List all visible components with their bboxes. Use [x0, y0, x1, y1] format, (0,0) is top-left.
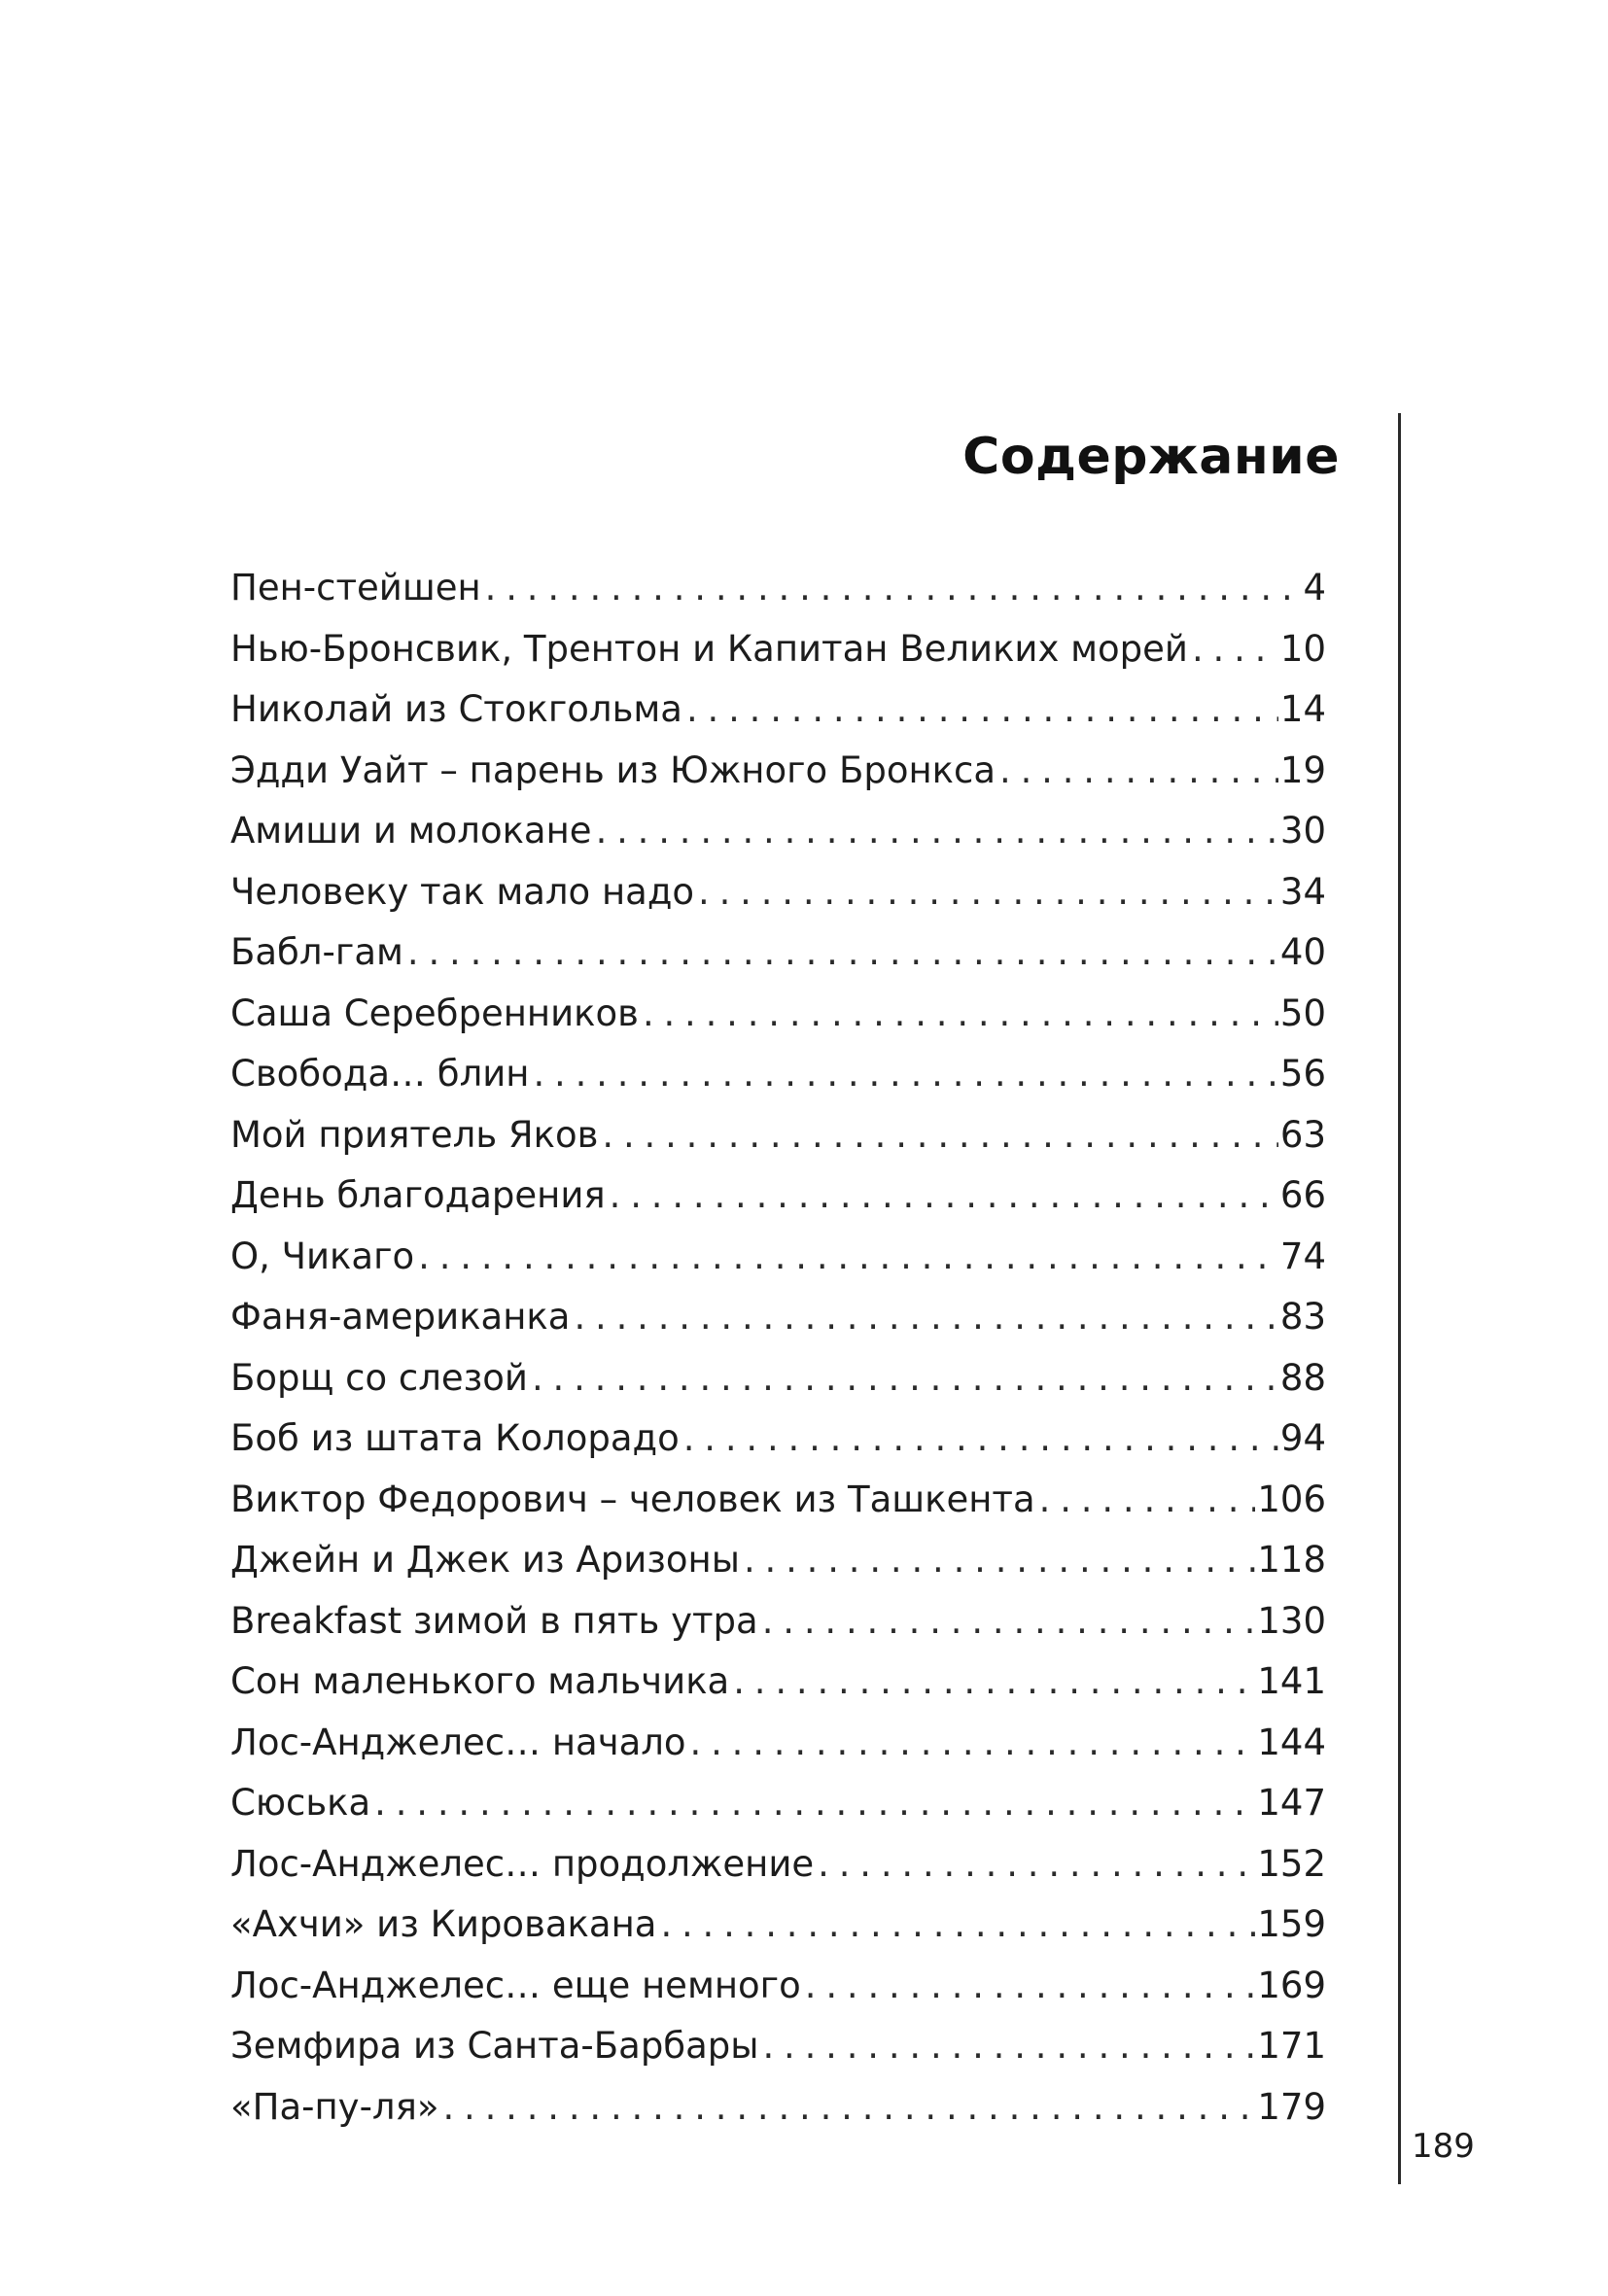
toc-entry-title: Пен-стейшен — [230, 567, 481, 609]
toc-entry-page: 141 — [1257, 1660, 1326, 1702]
toc-entry-page: 179 — [1257, 2085, 1326, 2128]
toc-entry-page: 30 — [1279, 810, 1326, 852]
dot-leader — [602, 1105, 1278, 1166]
toc-entry-page: 4 — [1303, 567, 1326, 609]
toc-entry — [230, 1530, 1326, 1591]
toc-entry-page: 63 — [1279, 1113, 1326, 1156]
toc-entry-title: День благодарения — [230, 1174, 606, 1216]
toc-entry-page: 83 — [1279, 1296, 1326, 1338]
toc-entry-page: 14 — [1279, 688, 1326, 730]
toc-entry — [230, 1956, 1326, 2017]
toc-entry-title: Фаня-американка — [230, 1296, 571, 1338]
toc-entry-page: 56 — [1279, 1053, 1326, 1095]
toc-entry — [230, 862, 1326, 923]
toc-entry — [230, 922, 1326, 984]
toc-entry — [230, 1895, 1326, 1956]
toc-entry — [230, 801, 1326, 862]
dot-leader — [374, 1773, 1255, 1834]
dot-leader — [407, 922, 1278, 984]
toc-entry-title: Николай из Стокгольма — [230, 688, 682, 730]
dot-leader — [574, 1287, 1277, 1348]
toc-entry — [230, 1105, 1326, 1166]
dot-leader — [805, 1956, 1256, 2017]
toc-entry — [230, 1165, 1326, 1227]
dot-leader — [763, 2016, 1256, 2077]
toc-entry-page: 106 — [1257, 1478, 1326, 1520]
dot-leader — [533, 1044, 1277, 1105]
toc-entry — [230, 984, 1326, 1045]
toc-entry-page: 10 — [1279, 627, 1326, 670]
dot-leader — [1192, 619, 1278, 680]
dot-leader — [485, 558, 1302, 619]
toc-entry-title: Виктор Федорович – человек из Ташкента — [230, 1478, 1035, 1520]
page-number: 189 — [1412, 2127, 1475, 2166]
toc-entry-title: Нью-Бронсвик, Трентон и Капитан Великих морей — [230, 627, 1188, 670]
toc-entry-page: 169 — [1257, 1964, 1326, 2006]
toc-entry-title: Эдди Уайт – парень из Южного Бронкса — [230, 748, 996, 791]
toc-entry-title: Джейн и Джек из Аризоны — [230, 1539, 740, 1581]
dot-leader — [660, 1895, 1255, 1956]
dot-leader — [733, 1652, 1255, 1713]
dot-leader — [818, 1834, 1255, 1896]
toc-entry-page: 118 — [1257, 1539, 1326, 1581]
toc-entry-page: 34 — [1279, 870, 1326, 913]
toc-entry — [230, 1044, 1326, 1105]
toc-entry-page: 66 — [1279, 1174, 1326, 1216]
dot-leader — [999, 741, 1278, 802]
dot-leader — [698, 862, 1278, 923]
toc-entry — [230, 741, 1326, 802]
toc-entry-page: 40 — [1279, 931, 1326, 973]
toc-entry-title: Breakfast зимой в пять утра — [230, 1599, 758, 1642]
toc-entry — [230, 1348, 1326, 1409]
toc-entry — [230, 1773, 1326, 1834]
toc-entry-title: Лос-Анджелес… продолжение — [230, 1842, 815, 1885]
toc-entry-title: Боб из штата Колорадо — [230, 1417, 680, 1459]
toc-entry-title: Саша Серебренников — [230, 991, 639, 1034]
toc-entry — [230, 1713, 1326, 1774]
toc-entry-page: 171 — [1257, 2025, 1326, 2067]
toc-entry-page: 94 — [1279, 1417, 1326, 1459]
toc-entry-title: Бабл-гам — [230, 931, 403, 973]
contents-heading: Содержание — [962, 428, 1340, 486]
toc-entry-title: Человеку так мало надо — [230, 870, 695, 913]
table-of-contents — [230, 558, 1326, 2138]
dot-leader — [418, 1227, 1278, 1288]
dot-leader — [532, 1348, 1278, 1409]
toc-entry-title: Лос-Анджелес… начало — [230, 1721, 686, 1763]
toc-entry-title: Борщ со слезой — [230, 1356, 528, 1399]
dot-leader — [683, 1409, 1278, 1470]
dot-leader — [442, 2077, 1255, 2139]
toc-entry-page: 152 — [1257, 1842, 1326, 1885]
toc-entry — [230, 1652, 1326, 1713]
toc-entry — [230, 2016, 1326, 2077]
toc-entry-title: Лос-Анджелес… еще немного — [230, 1964, 801, 2006]
toc-entry — [230, 619, 1326, 680]
dot-leader — [744, 1530, 1255, 1591]
toc-entry-title: Сюська — [230, 1782, 371, 1824]
toc-entry-title: Амиши и молокане — [230, 810, 592, 852]
toc-entry-title: Земфира из Санта-Барбары — [230, 2025, 759, 2067]
dot-leader — [762, 1591, 1256, 1652]
toc-entry-title: «Па-пу-ля» — [230, 2085, 439, 2128]
toc-entry-title: О, Чикаго — [230, 1235, 415, 1277]
vertical-rule — [1398, 413, 1401, 2184]
toc-entry — [230, 1591, 1326, 1652]
toc-entry-page: 144 — [1257, 1721, 1326, 1763]
toc-entry — [230, 679, 1326, 741]
toc-entry — [230, 1834, 1326, 1896]
toc-entry-page: 147 — [1257, 1782, 1326, 1824]
dot-leader — [610, 1165, 1278, 1227]
toc-entry — [230, 1470, 1326, 1531]
dot-leader — [1039, 1470, 1256, 1531]
toc-entry — [230, 558, 1326, 619]
toc-entry-page: 19 — [1279, 748, 1326, 791]
toc-entry-page: 88 — [1279, 1356, 1326, 1399]
toc-entry-page: 74 — [1279, 1235, 1326, 1277]
toc-entry-title: Мой приятель Яков — [230, 1113, 599, 1156]
toc-entry-title: Свобода… блин — [230, 1053, 530, 1095]
toc-entry-page: 159 — [1257, 1903, 1326, 1945]
dot-leader — [596, 801, 1278, 862]
dot-leader — [643, 984, 1278, 1045]
toc-entry — [230, 1287, 1326, 1348]
dot-leader — [690, 1713, 1256, 1774]
toc-entry-page: 50 — [1279, 991, 1326, 1034]
toc-entry — [230, 2077, 1326, 2139]
dot-leader — [686, 679, 1278, 741]
toc-entry — [230, 1409, 1326, 1470]
toc-entry-title: «Ахчи» из Кировакана — [230, 1903, 657, 1945]
toc-entry-title: Сон маленького мальчика — [230, 1660, 730, 1702]
toc-entry — [230, 1227, 1326, 1288]
toc-entry-page: 130 — [1257, 1599, 1326, 1642]
